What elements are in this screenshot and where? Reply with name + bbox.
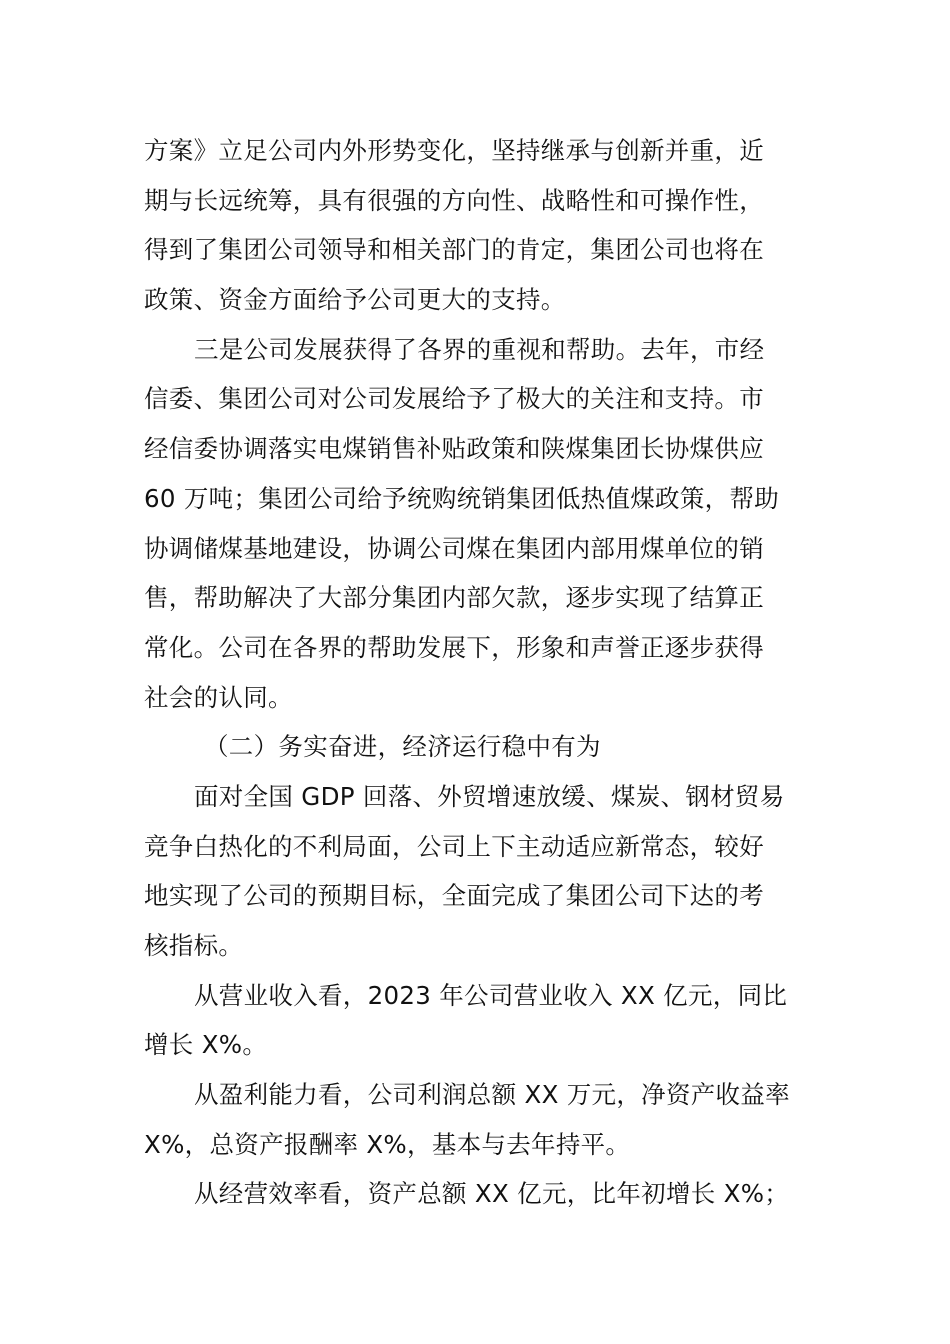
- paragraph-line: 60 万吨；集团公司给予统购统销集团低热值煤政策，帮助: [144, 483, 780, 513]
- paragraph-line: 从经营效率看，资产总额 XX 亿元，比年初增长 X%；: [194, 1179, 790, 1209]
- document-body: [144, 126, 812, 1219]
- paragraph-line: X%，总资产报酬率 X%，基本与去年持平。: [144, 1129, 631, 1159]
- section-heading: （二）务实奋进，经济运行稳中有为: [204, 732, 601, 762]
- paragraph-line: 经信委协调落实电煤销售补贴政策和陕煤集团长协煤供应: [144, 434, 764, 464]
- paragraph-line: 得到了集团公司领导和相关部门的肯定，集团公司也将在: [144, 235, 764, 265]
- paragraph-line: 方案》立足公司内外形势变化，坚持继承与创新并重，近: [144, 136, 764, 165]
- paragraph-line: 竞争白热化的不利局面，公司上下主动适应新常态，较好: [144, 831, 764, 861]
- paragraph-line: 信委、集团公司对公司发展给予了极大的关注和支持。市: [144, 384, 764, 414]
- paragraph-line: 核指标。: [144, 931, 244, 960]
- paragraph-line: 期与长远统筹，具有很强的方向性、战略性和可操作性，: [144, 185, 764, 215]
- paragraph-line: 协调储煤基地建设，协调公司煤在集团内部用煤单位的销: [144, 533, 764, 563]
- paragraph-line: 售，帮助解决了大部分集团内部欠款，逐步实现了结算正: [144, 583, 764, 613]
- paragraph-line: 面对全国 GDP 回落、外贸增速放缓、煤炭、钢材贸易: [194, 781, 785, 811]
- paragraph-line: 从营业收入看，2023 年公司营业收入 XX 亿元，同比: [194, 980, 788, 1010]
- paragraph-line: 增长 X%。: [144, 1030, 268, 1060]
- paragraph-line: 社会的认同。: [144, 682, 293, 712]
- paragraph-line: 地实现了公司的预期目标，全面完成了集团公司下达的考: [144, 881, 764, 911]
- paragraph-line: 政策、资金方面给予公司更大的支持。: [144, 285, 566, 315]
- paragraph-line: 常化。公司在各界的帮助发展下，形象和声誉正逐步获得: [144, 632, 764, 662]
- paragraph-line: 从盈利能力看，公司利润总额 XX 万元，净资产收益率: [194, 1080, 790, 1110]
- paragraph-line: 三是公司发展获得了各界的重视和帮助。去年，市经: [194, 334, 765, 364]
